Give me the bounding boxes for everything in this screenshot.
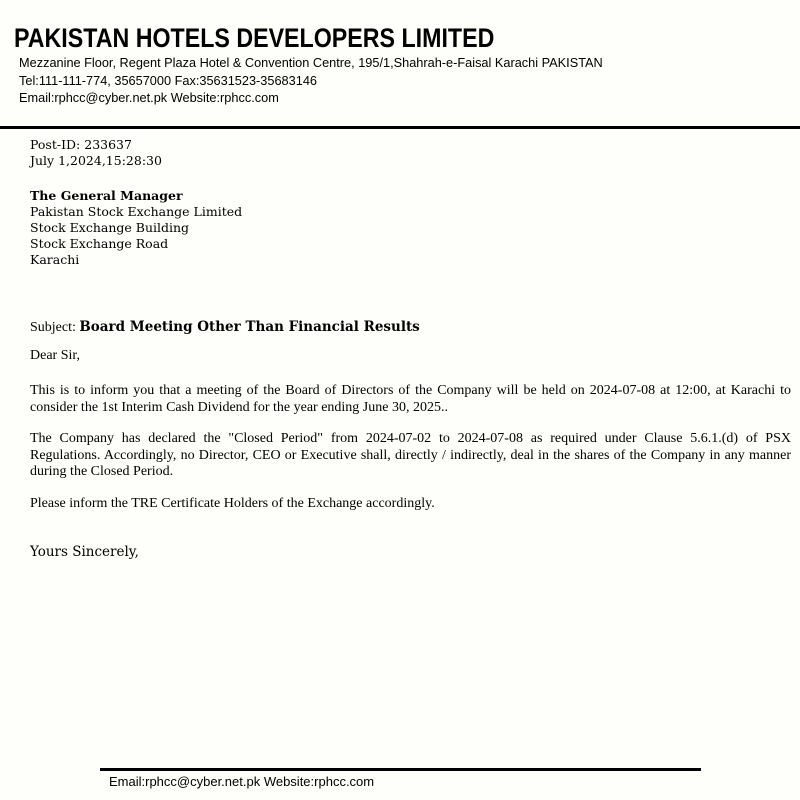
recipient-address bbox=[30, 188, 242, 268]
letterhead-tel-fax: Tel:111-111-774, 35657000 Fax:35631523-35683146 bbox=[19, 73, 317, 88]
subject-line bbox=[30, 319, 420, 336]
header-divider-rule bbox=[0, 126, 800, 129]
salutation: Dear Sir, bbox=[30, 348, 80, 363]
company-name: PAKISTAN HOTELS DEVELOPERS LIMITED bbox=[14, 23, 495, 53]
footer-divider-rule bbox=[100, 768, 701, 771]
recipient-building: Stock Exchange Building bbox=[30, 220, 190, 235]
subject-text: Board Meeting Other Than Financial Results bbox=[79, 319, 420, 335]
post-datetime: July 1,2024,15:28:30 bbox=[30, 153, 162, 168]
post-meta bbox=[30, 137, 162, 169]
recipient-city: Karachi bbox=[30, 252, 80, 267]
footer-email-website: Email:rphcc@cyber.net.pk Website:rphcc.com bbox=[109, 774, 375, 789]
body-paragraph-tre-notice: Please inform the TRE Certificate Holders of the Exchange accordingly. bbox=[30, 496, 435, 511]
body-paragraph-meeting-notice: This is to inform you that a meeting of the Board of Directors of the Company will be held on 2024-07-08 at 12:00, at Karachi to consider the 1st Interim Cash Dividend for the year ending June 30, 2025.. bbox=[30, 383, 791, 415]
body-paragraph-closed-period: The Company has declared the "Closed Period" from 2024-07-02 to 2024-07-08 as required under Clause 5.6.1.(d) of PSX Regulations. Accordingly, no Director, CEO or Executive shall, directly / indirectly, deal in the shares of the Company in any manner during the Closed Period. bbox=[30, 431, 791, 479]
letterhead-address: Mezzanine Floor, Regent Plaza Hotel & Convention Centre, 195/1,Shahrah-e-Faisal Karachi PAKISTAN bbox=[19, 55, 603, 70]
recipient-organization: Pakistan Stock Exchange Limited bbox=[30, 204, 243, 219]
recipient-title: The General Manager bbox=[30, 188, 183, 203]
post-id: Post-ID: 233637 bbox=[30, 137, 132, 152]
closing-salutation: Yours Sincerely, bbox=[30, 544, 139, 560]
recipient-road: Stock Exchange Road bbox=[30, 236, 169, 251]
letterhead-email-website: Email:rphcc@cyber.net.pk Website:rphcc.com bbox=[19, 90, 279, 105]
subject-label: Subject: bbox=[30, 320, 76, 335]
